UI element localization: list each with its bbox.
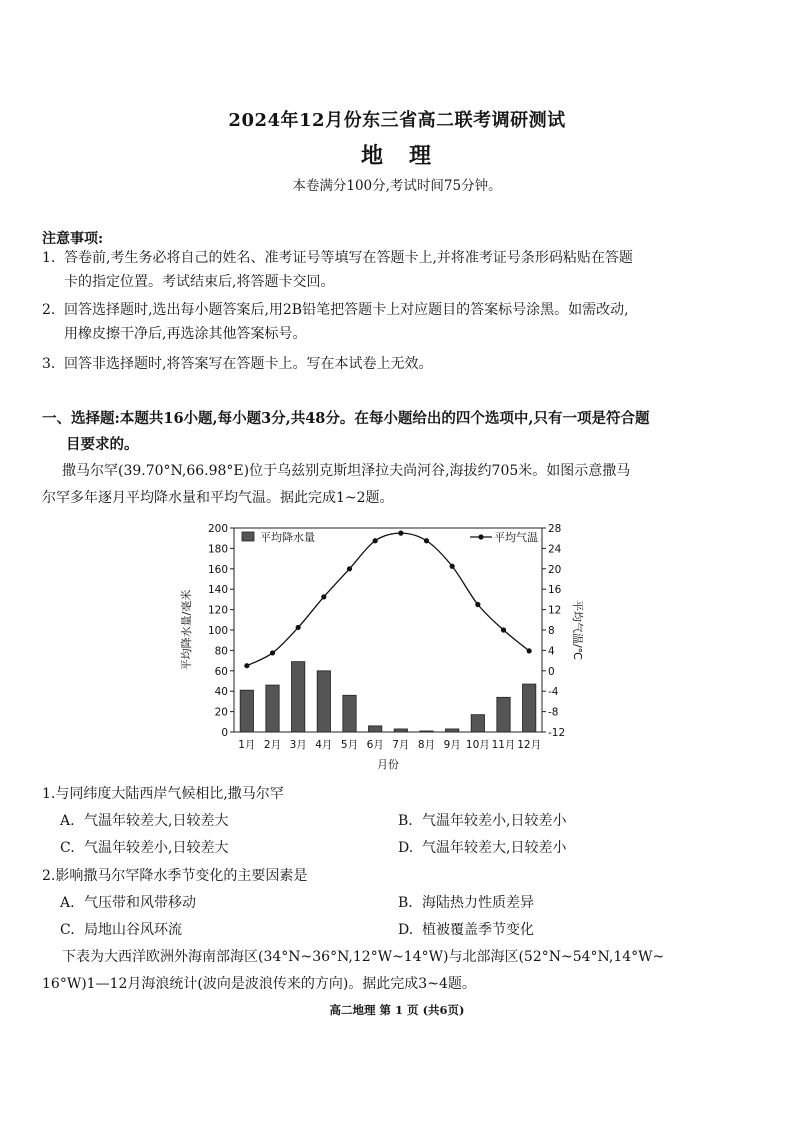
x-axis-title: 月份 — [377, 758, 399, 771]
temperature-point — [296, 625, 301, 630]
q1-option-c — [60, 837, 228, 857]
page-footer: 高二地理 第 1 页 (共6页) — [329, 1003, 465, 1017]
precip-bar — [266, 685, 279, 732]
option-letter: B. — [398, 813, 413, 829]
option-text: 气压带和风带移动 — [84, 895, 196, 911]
precip-bar — [420, 731, 433, 732]
note-1 — [42, 246, 742, 294]
option-text: 气温年较差大,日较差大 — [84, 813, 229, 829]
temperature-point — [475, 602, 480, 607]
note-text: 答卷前,考生务必将自己的姓名、准考证号等填写在答题卡上,并将准考证号条形码粘贴在答题 — [64, 250, 633, 266]
x-tick-label: 1月 — [238, 739, 256, 751]
score-info: 本卷满分100分,考试时间75分钟。 — [292, 178, 502, 194]
section-text: 一、选择题:本题共16小题,每小题3分,共48分。在每小题给出的四个选项中,只有一项是符合题 — [42, 410, 650, 427]
temperature-point — [424, 538, 429, 543]
x-tick-label: 2月 — [263, 739, 282, 751]
intro-line: 16°W)1—12月海浪统计(波向是波浪传来的方向)。据此完成3~4题。 — [42, 976, 476, 992]
temperature-point — [321, 594, 326, 599]
x-tick-label: 10月 — [465, 739, 490, 751]
temperature-line — [247, 533, 529, 666]
x-tick-label: 9月 — [443, 739, 461, 751]
legend-bar-swatch — [242, 532, 254, 541]
exam-title: 2024年12月份东三省高二联考调研测试 — [228, 110, 566, 131]
left-tick-label: 80 — [214, 645, 228, 658]
option-letter: A. — [60, 813, 75, 829]
option-text: 海陆热力性质差异 — [422, 895, 534, 911]
y-axis-left-title: 平均降水量/毫米 — [180, 589, 193, 671]
q1-option-b — [398, 810, 566, 830]
left-tick-label: 40 — [214, 686, 228, 699]
option-text: 局地山谷风环流 — [84, 922, 182, 938]
legend-line-marker — [478, 534, 483, 539]
right-tick-label: -4 — [548, 686, 559, 699]
intro-line: 尔罕多年逐月平均降水量和平均气温。据此完成1~2题。 — [42, 490, 394, 506]
precip-bar — [343, 695, 356, 732]
precip-bar — [522, 684, 535, 732]
temperature-point — [347, 566, 352, 571]
x-tick-label: 3月 — [289, 739, 307, 751]
x-tick-label: 11月 — [491, 739, 516, 751]
intro-line: 下表为大西洋欧洲外海南部海区(34°N~36°N,12°W~14°W)与北部海区(52°N~54°N,14°W~ — [62, 949, 665, 965]
note-text: 用橡皮擦干净后,再选涂其他答案标号。 — [64, 326, 307, 342]
note-number: 2. — [42, 302, 56, 318]
note-3 — [42, 352, 742, 376]
plot-frame — [234, 528, 542, 732]
y-axis-right-title: 平均气温/℃ — [571, 599, 584, 661]
intro-paragraph-1 — [42, 458, 752, 512]
left-tick-label: 200 — [207, 523, 228, 535]
q1-option-d — [398, 837, 566, 857]
x-tick-label: 7月 — [392, 739, 410, 751]
note-text: 回答选择题时,选出每小题答案后,用2B铅笔把答题卡上对应题目的答案标号涂黑。如需改动, — [64, 302, 629, 318]
right-tick-label: -8 — [548, 706, 559, 719]
note-number: 1. — [42, 250, 56, 266]
option-text: 气温年较差小,日较差大 — [84, 840, 229, 856]
right-tick-label: 24 — [548, 543, 562, 556]
temperature-point — [373, 538, 378, 543]
option-text: 气温年较差大,日较差小 — [422, 840, 567, 856]
section-text: 目要求的。 — [66, 436, 139, 453]
note-text: 回答非选择题时,将答案写在答题卡上。写在本试卷上无效。 — [64, 356, 433, 372]
option-letter: D. — [398, 840, 414, 856]
left-tick-label: 140 — [207, 584, 228, 597]
option-letter: C. — [60, 840, 75, 856]
subject-char-2: 理 — [409, 143, 434, 169]
precip-bar — [497, 697, 510, 732]
x-tick-label: 12月 — [517, 739, 542, 751]
option-letter: C. — [60, 922, 75, 938]
legend-line-label: 平均气温 — [494, 531, 538, 544]
note-text: 卡的指定位置。考试结束后,将答题卡交回。 — [64, 274, 335, 290]
temperature-point — [398, 531, 403, 536]
q2-option-c — [60, 919, 182, 939]
temperature-point — [450, 564, 455, 569]
option-text: 气温年较差小,日较差小 — [422, 813, 567, 829]
right-tick-label: 20 — [548, 563, 562, 576]
intro-line: 撒马尔罕(39.70°N,66.98°E)位于乌兹别克斯坦泽拉夫尚河谷,海拔约705米。如图示意撒马 — [62, 463, 631, 479]
precip-bar — [471, 715, 484, 732]
x-tick-label: 4月 — [315, 739, 333, 751]
temperature-point — [244, 663, 249, 668]
temperature-point — [501, 627, 506, 632]
precip-bar — [394, 729, 407, 732]
precip-bar — [240, 690, 253, 732]
right-tick-label: 16 — [548, 584, 562, 597]
left-tick-label: 180 — [207, 543, 228, 556]
question-1-stem: 1.与同纬度大陆西岸气候相比,撒马尔罕 — [42, 786, 284, 802]
q2-option-a — [60, 892, 196, 912]
right-tick-label: 28 — [548, 523, 562, 535]
climate-chart — [172, 518, 592, 776]
right-tick-label: 8 — [548, 625, 555, 637]
x-tick-label: 6月 — [366, 739, 384, 751]
q2-option-b — [398, 892, 534, 912]
precip-bar — [445, 729, 458, 732]
precip-bar — [291, 662, 304, 732]
option-letter: B. — [398, 895, 413, 911]
question-2-stem: 2.影响撒马尔罕降水季节变化的主要因素是 — [42, 868, 308, 884]
precip-bar — [368, 726, 381, 732]
option-letter: D. — [398, 922, 414, 938]
option-text: 植被覆盖季节变化 — [422, 922, 534, 938]
left-tick-label: 60 — [214, 665, 228, 678]
x-tick-label: 5月 — [340, 739, 359, 751]
left-tick-label: 100 — [207, 625, 228, 637]
right-tick-label: -12 — [548, 727, 566, 739]
right-tick-label: 4 — [548, 645, 555, 658]
section-heading — [42, 406, 752, 458]
q1-option-a — [60, 810, 228, 830]
right-tick-label: 0 — [548, 665, 555, 678]
left-tick-label: 20 — [214, 706, 228, 719]
note-2 — [42, 298, 742, 346]
intro-paragraph-2 — [42, 944, 752, 998]
option-letter: A. — [60, 895, 75, 911]
notes-title: 注意事项: — [42, 231, 104, 247]
temperature-point — [270, 650, 275, 655]
note-number: 3. — [42, 356, 56, 372]
legend-bar-label: 平均降水量 — [260, 531, 315, 544]
left-tick-label: 120 — [207, 604, 228, 617]
left-tick-label: 160 — [207, 563, 228, 576]
temperature-point — [527, 648, 532, 653]
x-tick-label: 8月 — [417, 739, 436, 751]
precip-bar — [317, 671, 330, 732]
subject-title — [0, 139, 794, 170]
q2-option-d — [398, 919, 534, 939]
subject-char-1: 地 — [360, 143, 385, 169]
left-tick-label: 0 — [221, 727, 228, 739]
right-tick-label: 12 — [548, 604, 562, 617]
